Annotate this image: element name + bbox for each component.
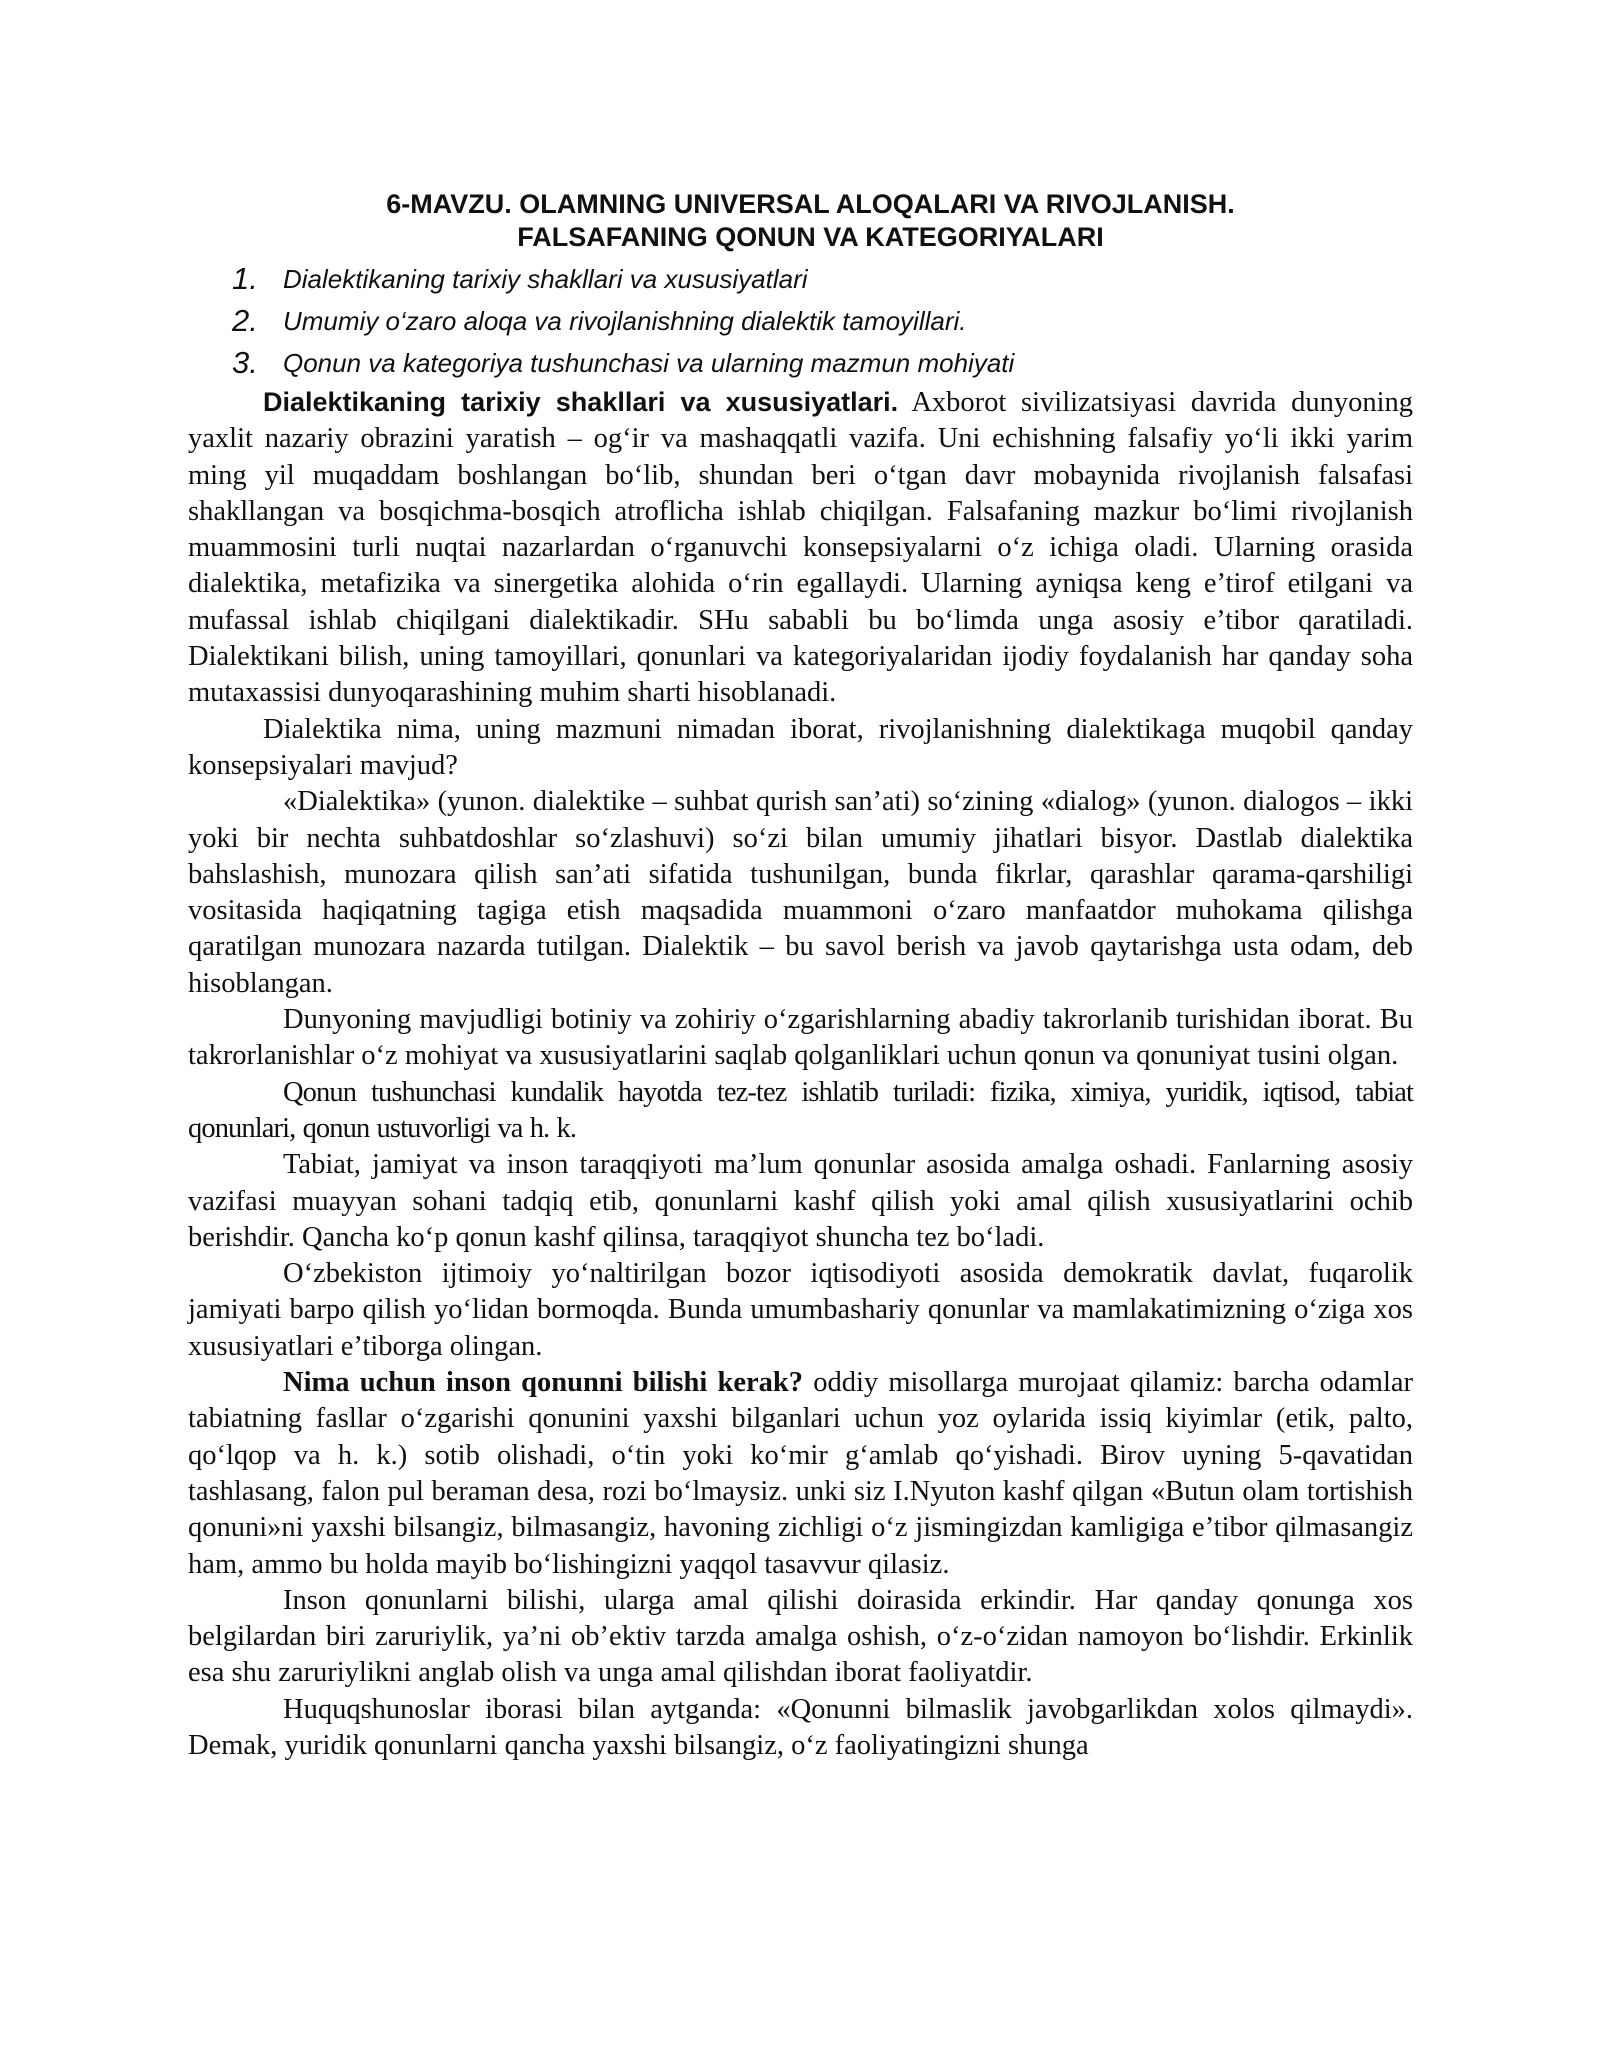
paragraph-question: Dialektika nima, uning mazmuni nimadan iborat, rivojlanishning dialektikaga muqobil qanday konsepsiyalari mavjud? <box>188 713 1413 781</box>
page-title <box>188 188 1413 254</box>
title-line-2: FALSAFANING QONUN VA KATEGORIYALARI <box>517 222 1104 252</box>
section-heading: Nima uchun inson qonunni bilishi kerak? <box>283 1367 803 1399</box>
paragraph-why-know-law <box>188 1365 1413 1583</box>
title-line-1: 6-MAVZU. OLAMNING UNIVERSAL ALOQALARI VA RIVOJLANISH. <box>386 189 1235 219</box>
topic-list <box>188 258 1413 384</box>
paragraph-dialectics-forms <box>188 384 1413 712</box>
paragraph-uzbekistan: O‘zbekiston ijtimoiy yo‘naltirilgan bozor iqtisodiyoti asosida demokratik davlat, fuqarolik jamiyati barpo qilish yo‘lidan bormoqda. Bunda umumbashariy qonunlar va mamlakatimizning o‘ziga xos xususiyatlari e’tiborga olingan. <box>188 1258 1413 1362</box>
paragraph-freedom: Inson qonunlarni bilishi, ularga amal qilishi doirasida erkindir. Har qanday qonunga xos belgilardan biri zaruriylik, ya’ni ob’ektiv tarzda amalga oshish, o‘z-o‘zidan namoyon bo‘lishdir. Erkinlik esa shu zaruriylikni anglab olish va unga amal qilishdan iborat faoliyatdir. <box>188 1584 1413 1689</box>
topic-text: Qonun va kategoriya tushunchasi va ularning mazmun mohiyati <box>283 348 1015 378</box>
paragraph-dialectics-etymology: «Dialektika» (yunon. dialektike – suhbat qurish san’ati) so‘zining «dialog» (yunon. dialogos – ikki yoki bir nechta suhbatdoshlar so‘zlashuvi) so‘zi bilan umumiy jihatlari bisyor. Dastlab dialektika bahslashish, munozara qilish san’ati sifatida tushunilgan, bunda fikrlar, qarashlar qarama-qarshiligi vositasida haqiqatning tagiga etish maqsadida muammoni o‘zaro manfaatdor muhokama qilishga qaratilgan munozara nazarda tutilgan. Dialektik – bu savol berish va javob qaytarishga usta odam, deb hisoblangan. <box>188 786 1413 999</box>
paragraph-nature-society: Tabiat, jamiyat va inson taraqqiyoti ma’lum qonunlar asosida amalga oshadi. Fanlarning asosiy vazifasi muayyan sohani tadqiq etib, qonunlarni kashf qilish yoki amal qilish xususiyatlarini ochib berishdir. Qancha ko‘p qonun kashf qilinsa, taraqqiyot shuncha tez bo‘ladi. <box>188 1149 1413 1253</box>
paragraph-law-concept: Qonun tushunchasi kundalik hayotda tez-tez ishlatib turiladi: fizika, ximiya, yuridik, iqtisod, tabiat qonunlari, qonun ustuvorligi va h. k. <box>188 1076 1413 1144</box>
paragraph-text: Axborot sivilizatsiyasi davrida dunyoning yaxlit nazariy obrazini yaratish – og‘ir va mashaqqatli vazifa. Uni echishning falsafiy yo‘li ikki yarim ming yil muqaddam boshlangan bo‘lib, shundan beri o‘tgan davr mobaynida rivojlanish falsafasi shakllangan va bosqichma-bosqich atroflicha ishlab chiqilgan. Falsafaning mazkur bo‘limi rivojlanish muammosini turli nuqtai nazarlardan o‘rganuvchi konsepsiyalarni o‘z ichiga oladi. Ularning orasida dialektika, metafizika va sinergetika alohida o‘rin egallaydi. Ularning ayniqsa keng e’tirof etilgani va mufassal ishlab chiqilgani dialektikadir. SHu sababli bu bo‘limda unga asosiy e’tibor qaratiladi. Dialektikani bilish, uning tamoyillari, qonunlari va kategoriyalaridan ijodiy foydalanish har qanday soha mutaxassisi dunyoqarashining muhim sharti hisoblanadi. <box>188 387 1413 709</box>
topic-number: 2. <box>232 303 258 338</box>
paragraph-lawyers: Huquqshunoslar iborasi bilan aytganda: «Qonunni bilmaslik javobgarlikdan xolos qilmaydi». Demak, yuridik qonunlarni qancha yaxshi bilsangiz, o‘z faoliyatingizni shunga <box>188 1693 1413 1761</box>
topic-number: 1. <box>232 261 258 296</box>
topic-text: Dialektikaning tarixiy shakllari va xususiyatlari <box>283 264 808 294</box>
topic-text: Umumiy o‘zaro aloqa va rivojlanishning dialektik tamoyillari. <box>283 306 967 336</box>
topic-item <box>188 258 1413 300</box>
section-heading: Dialektikaning tarixiy shakllari va xususiyatlari. <box>263 387 899 417</box>
paragraph-text: oddiy misollarga murojaat qilamiz: barcha odamlar tabiatning fasllar o‘zgarishi qonunini yaxshi bilganlari uchun yoz oylarida issiq kiyimlar (etik, palto, qo‘lqop va h. k.) sotib olishadi, o‘tin yoki ko‘mir g‘amlab qo‘yishadi. Birov uyning 5-qavatidan tashlasang, falon pul beraman desa, rozi bo‘lmaysiz. unki siz I.Nyuton kashf qilgan «Butun olam tortishish qonuni»ni yaxshi bilsangiz, bilmasangiz, havoning zichligi o‘z jismingizdan kamligiga e’tibor qilmasangiz ham, ammo bu holda mayib bo‘lishingizni yaqqol tasavvur qilasiz. <box>188 1367 1413 1580</box>
topic-item <box>188 342 1413 384</box>
topic-number: 3. <box>232 345 258 380</box>
topic-item <box>188 300 1413 342</box>
document-page <box>188 188 1413 1764</box>
paragraph-world-changes: Dunyoning mavjudligi botiniy va zohiriy o‘zgarishlarning abadiy takrorlanib turishidan iborat. Bu takrorlanishlar o‘z mohiyat va xususiyatlarini saqlab qolganliklari uchun qonun va qonuniyat tusini olgan. <box>188 1004 1413 1072</box>
